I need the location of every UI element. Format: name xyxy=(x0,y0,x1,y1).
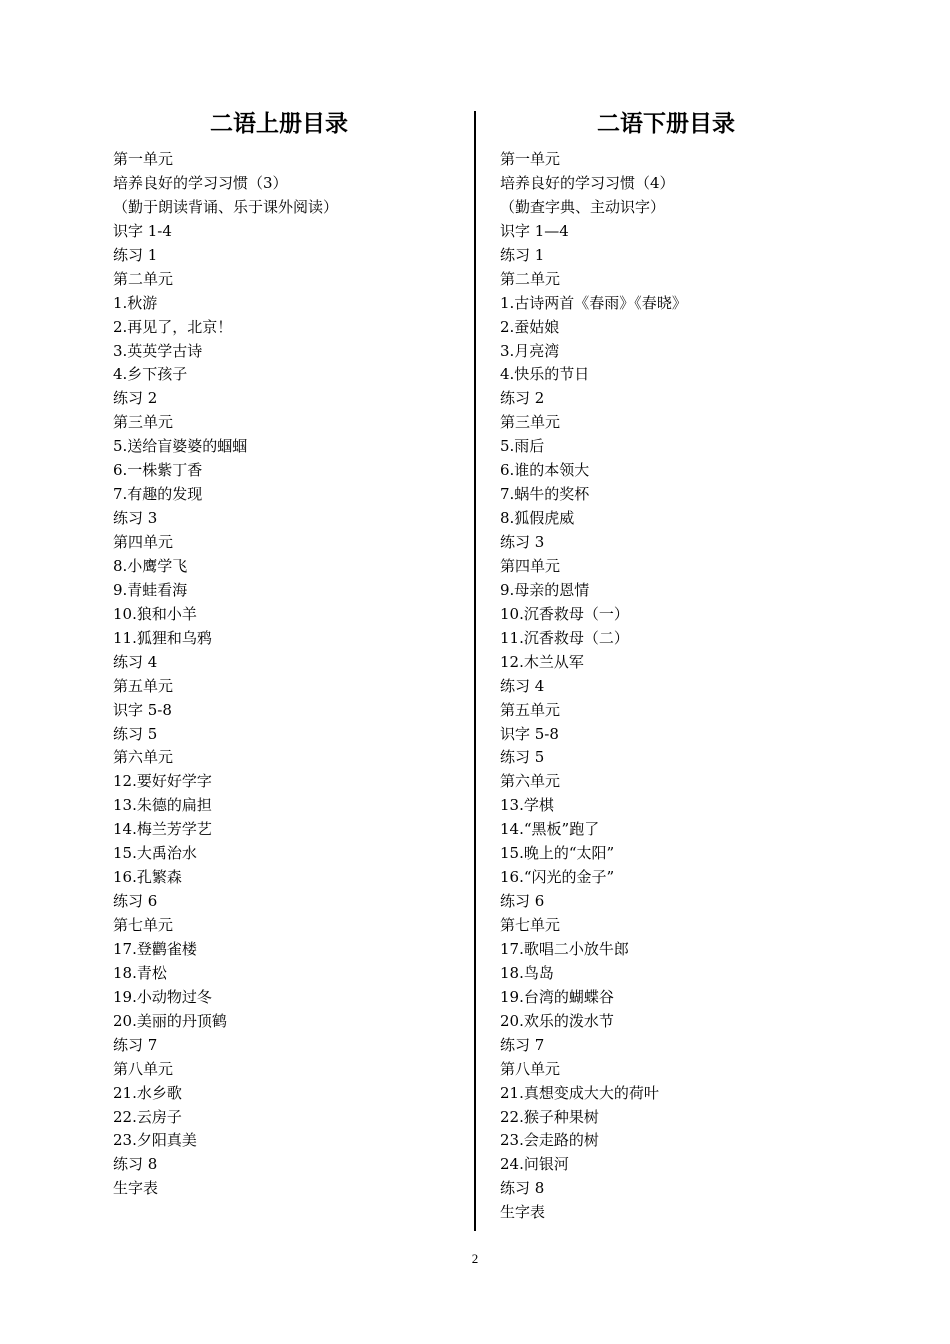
left-toc-entry: 生字表 xyxy=(113,1179,159,1198)
right-toc-column xyxy=(500,104,840,1225)
left-toc-entry: 练习 3 xyxy=(113,509,158,528)
right-toc-entry: 练习 6 xyxy=(500,892,545,911)
left-toc-entry: 培养良好的学习习惯（3） xyxy=(113,173,288,192)
left-toc-entry: 第六单元 xyxy=(113,748,174,767)
left-toc-entry: 4.乡下孩子 xyxy=(113,365,188,384)
column-divider xyxy=(474,111,476,1231)
left-toc-entry: 14.梅兰芳学艺 xyxy=(113,820,212,839)
right-toc-entry: 12.木兰从军 xyxy=(500,652,584,671)
right-toc-entry: 练习 4 xyxy=(500,676,545,695)
left-toc-entry: 第一单元 xyxy=(113,150,174,168)
left-toc-entry: 第七单元 xyxy=(113,916,174,934)
left-toc-entry: 7.有趣的发现 xyxy=(113,485,203,504)
left-toc-entry: 8.小鹰学飞 xyxy=(113,556,188,575)
right-toc-entry: 16.“闪光的金子” xyxy=(500,868,615,887)
right-toc-entry: 24.问银河 xyxy=(500,1155,569,1174)
left-toc-entry: 11.狐狸和乌鸦 xyxy=(113,628,212,647)
left-toc-entry: 17.登鹳雀楼 xyxy=(113,939,197,958)
left-toc-entry: 第五单元 xyxy=(113,676,174,695)
right-toc-entry: 第六单元 xyxy=(500,772,561,791)
right-toc-entry: 23.会走路的树 xyxy=(500,1131,599,1150)
right-toc-entry: 6.谁的本领大 xyxy=(500,461,590,480)
left-toc-entry: 练习 6 xyxy=(113,892,158,911)
left-toc-entry: 19.小动物过冬 xyxy=(113,987,212,1006)
left-toc-entry: 16.孔繁森 xyxy=(113,868,182,887)
right-toc-entry: 14.“黑板”跑了 xyxy=(500,820,600,839)
left-toc-entry: 练习 4 xyxy=(113,652,158,671)
left-toc-entry: 22.云房子 xyxy=(113,1107,182,1126)
left-toc-list xyxy=(113,148,453,1201)
right-toc-entry: 第八单元 xyxy=(500,1059,561,1078)
left-toc-entry: 1.秋游 xyxy=(113,293,158,312)
right-toc-entry: （勤查字典、主动识字） xyxy=(500,197,666,216)
right-toc-entry: 19.台湾的蝴蝶谷 xyxy=(500,987,614,1006)
right-toc-entry: 8.狐假虎威 xyxy=(500,509,575,528)
right-toc-entry: 第五单元 xyxy=(500,700,561,719)
left-toc-entry: 练习 5 xyxy=(113,724,158,743)
right-toc-entry: 第三单元 xyxy=(500,413,561,432)
right-toc-entry: 22.猴子种果树 xyxy=(500,1107,599,1126)
left-toc-entry: 5.送给盲婆婆的蝈蝈 xyxy=(113,437,248,456)
right-toc-entry: 培养良好的学习习惯（4） xyxy=(500,173,675,192)
right-toc-entry: 15.晚上的“太阳” xyxy=(500,844,615,863)
right-toc-entry: 识字 5-8 xyxy=(500,724,559,743)
right-toc-entry: 第二单元 xyxy=(500,269,561,288)
page-number: 2 xyxy=(471,1251,479,1266)
right-toc-title: 二语下册目录 xyxy=(597,111,735,137)
left-toc-entry: 12.要好好学字 xyxy=(113,772,212,791)
left-toc-entry: 第四单元 xyxy=(113,533,174,551)
right-toc-entry: 2.蚕姑娘 xyxy=(500,317,560,336)
left-toc-entry: 9.青蛙看海 xyxy=(113,580,188,599)
left-toc-entry: 3.英英学古诗 xyxy=(113,341,203,360)
right-toc-entry: 练习 5 xyxy=(500,748,545,767)
left-toc-entry: 6.一株紫丁香 xyxy=(113,461,203,480)
left-toc-entry: 13.朱德的扁担 xyxy=(113,796,212,815)
right-toc-entry: 1.古诗两首《春雨》《春晓》 xyxy=(500,293,687,312)
left-toc-entry: 识字 1-4 xyxy=(113,221,172,240)
left-toc-entry: 18.青松 xyxy=(113,963,167,982)
right-toc-entry: 生字表 xyxy=(500,1203,546,1222)
right-toc-entry: 练习 3 xyxy=(500,533,545,551)
left-toc-entry: 练习 8 xyxy=(113,1155,158,1174)
right-toc-entry: 20.欢乐的泼水节 xyxy=(500,1011,614,1030)
left-toc-entry: 23.夕阳真美 xyxy=(113,1131,197,1150)
right-toc-entry: 练习 2 xyxy=(500,389,545,408)
right-toc-entry: 11.沉香救母（二） xyxy=(500,628,629,647)
right-toc-entry: 13.学棋 xyxy=(500,796,554,815)
left-toc-entry: 20.美丽的丹顶鹤 xyxy=(113,1011,227,1030)
left-toc-entry: 2.再见了，北京！ xyxy=(113,317,233,336)
right-toc-entry: 练习 8 xyxy=(500,1179,545,1198)
right-toc-entry: 9.母亲的恩情 xyxy=(500,580,590,599)
left-toc-entry: 第二单元 xyxy=(113,269,174,288)
right-toc-entry: 识字 1—4 xyxy=(500,221,569,240)
right-toc-entry: 7.蜗牛的奖杯 xyxy=(500,485,590,504)
right-toc-entry: 10.沉香救母（一） xyxy=(500,604,629,623)
right-toc-entry: 第七单元 xyxy=(500,916,561,934)
left-toc-entry: 识字 5-8 xyxy=(113,700,172,719)
right-toc-entry: 4.快乐的节日 xyxy=(500,365,590,384)
right-toc-entry: 21.真想变成大大的荷叶 xyxy=(500,1083,659,1102)
right-toc-list xyxy=(500,148,840,1225)
right-toc-entry: 第四单元 xyxy=(500,556,561,575)
left-toc-entry: 第八单元 xyxy=(113,1059,174,1078)
left-toc-entry: 15.大禹治水 xyxy=(113,844,197,863)
right-toc-entry: 练习 7 xyxy=(500,1035,545,1054)
left-toc-entry: 练习 1 xyxy=(113,245,158,264)
right-toc-entry: 第一单元 xyxy=(500,150,561,168)
right-toc-entry: 18.鸟岛 xyxy=(500,963,554,982)
left-toc-entry: （勤于朗读背诵、乐于课外阅读） xyxy=(113,197,339,216)
left-toc-entry: 练习 7 xyxy=(113,1035,158,1054)
left-toc-column xyxy=(113,104,453,1201)
left-toc-entry: 练习 2 xyxy=(113,389,158,408)
left-toc-entry: 第三单元 xyxy=(113,413,174,432)
left-toc-entry: 10.狼和小羊 xyxy=(113,604,197,623)
right-toc-entry: 5.雨后 xyxy=(500,437,545,456)
right-toc-entry: 17.歌唱二小放牛郎 xyxy=(500,939,629,958)
right-toc-entry: 练习 1 xyxy=(500,245,545,264)
right-toc-entry: 3.月亮湾 xyxy=(500,341,560,360)
left-toc-entry: 21.水乡歌 xyxy=(113,1083,182,1102)
left-toc-title: 二语上册目录 xyxy=(210,111,348,137)
